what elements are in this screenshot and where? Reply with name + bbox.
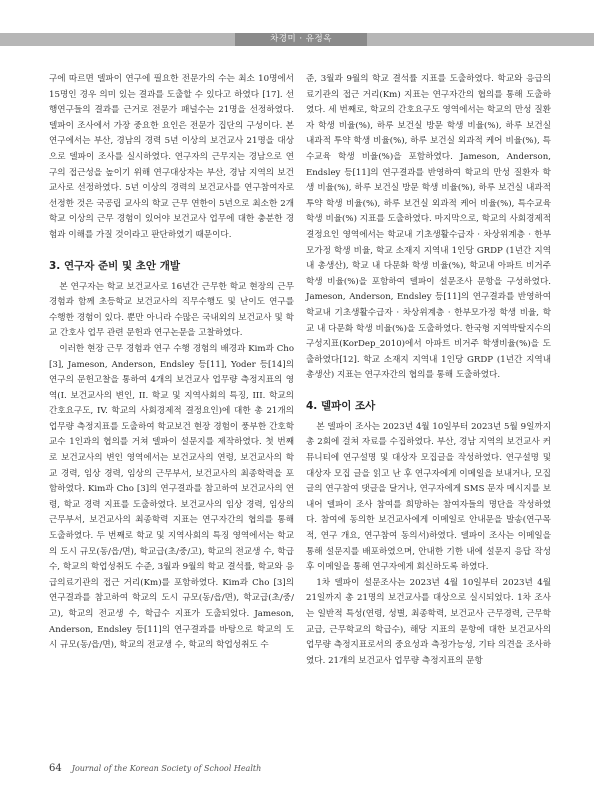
body-paragraph: 이러한 현장 근무 경험과 연구 수행 경험의 배경과 Kim과 Cho [3], Jameson, Anderson, Endsley 등[11], Yoder 등[14]의 연구의 문헌고찰을 통하여 4개의 보건교사 업무량 측정지표의 영역(I. 보건교사의 변인, II. 학교 및 지역사회의 특징, III. 학교의 간호요구도, IV. 학교의 사회경제적 결정요인)에 대한 총 21개의 업무량 측정지표를 도출하여 학교보건 현장 경험이 풍부한 간호학 교수 1인과의 협의를 거쳐 델파이 설문지를 제작하였다. 첫 번째로 보건교사의 변인 영역에서는 보건교사의 연령, 보건교사의 학교 경력, 임상 경력, 임상의 근무부서, 보건교사의 최종학력을 포함하였다. Kim과 Cho [3]의 연구결과를 참고하여 보건교사의 연령, 학교 경력 지표를 도출하였다. 보건교사의 임상 경력, 임상의 근무부서, 보건교사의 최종학력 지표는 연구자간의 협의를 통해 도출하였다. 두 번째로 학교 및 지역사회의 특징 영역에서는 학교의 도시 규모(동/읍/면), 학교급(초/중/고), 학교의 전교생 수, 학급수, 학교의 학업성취도 수준, 3월과 9월의 학교 결석률, 학교와 응급의료기관의 접근 거리(Km)를 포함하였다. Kim과 Cho [3]의 연구결과를 참고하여 학교의 도시 규모(동/읍/면), 학교급(초/중/고), 학교의 전교생 수, 학급수 지표가 도출되었다. Jameson, Anderson, Endsley 등[11]의 연구결과를 바탕으로 학교의 도시 규모(동/읍/면), 학교의 전교생 수, 학교의 학업성취도 수 — [49, 343, 294, 651]
running-header-authors: 차경미 · 유정옥 — [235, 33, 367, 46]
section-heading-4: 4. 델파이 조사 — [306, 399, 376, 412]
body-paragraph: 본 델파이 조사는 2023년 4월 10일부터 2023년 5월 9일까지 총 2회에 걸쳐 자료를 수집하였다. 부산, 경남 지역의 보건교사 커뮤니티에 연구설명 및 대상자 모집글을 작성하였다. 연구설명 및 대상자 모집 글을 읽고 난 후 연구자에게 이메일을 보내거나, 모집글의 연구참여 댓글을 달거나, 연구자에게 SMS 문자 메시지를 보내어 델파이 조사 참여를 희망하는 참여자들의 명단을 작성하였다. 참여에 동의한 보건교사에게 이메일로 안내문을 발송(연구목적, 연구 개요, 연구참여 동의서)하였다. 델파이 조사는 이메일을 통해 설문지를 배포하였으며, 안내한 기한 내에 설문지 응답 작성 후 이메일을 통해 연구자에게 회신하도록 하였다. — [306, 421, 551, 573]
page-number: 64 — [49, 763, 62, 774]
page-footer — [49, 763, 261, 774]
running-header-bar — [0, 33, 594, 46]
left-column — [49, 72, 294, 654]
body-paragraph: 1차 델파이 설문조사는 2023년 4월 10일부터 2023년 4월 21일까지 총 21명의 보건교사를 대상으로 실시되었다. 1차 조사는 일반적 특성(연령, 성별, 최종학력, 보건교사 근무경력, 근무학교급, 근무학교의 학급수), 해당 지표의 문항에 대한 보건교사의 업무량 측정지표로서의 중요성과 측정가능성, 기타 의견을 조사하였다. 21개의 보건교사 업무량 측정지표의 문항 — [306, 577, 551, 666]
section-heading-3: 3. 연구자 준비 및 초안 개발 — [49, 259, 181, 272]
body-paragraph: 본 연구자는 학교 보건교사로 16년간 근무한 학교 현장의 근무경험과 함께 초등학교 보건교사의 직무수행도 및 난이도 연구를 수행한 경험이 있다. 뿐만 아니라 수많은 국내외의 보건교사 및 학교 간호사 업무 관련 문헌과 연구논문을 고찰하였다. — [49, 281, 294, 339]
body-paragraph: 구에 따르면 델파이 연구에 필요한 전문가의 수는 최소 10명에서 15명인 경우 의미 있는 결과를 도출할 수 있다고 하였다 [17]. 선행연구들의 결과를 근거로 전문가 패널수는 21명을 선정하였다. 델파이 조사에서 가장 중요한 요인은 전문가 집단의 구성이다. 본 연구에서는 부산, 경남의 경력 5년 이상의 보건교사 21명을 대상으로 델파이 조사를 실시하였다. 연구자의 근무지는 경남으로 연구의 접근성을 높이기 위해 연구대상자는 부산, 경남 지역의 보건교사로 선정하였다. 5년 이상의 경력의 보건교사를 연구참여자로 선정한 것은 국공립 교사의 학교 근무 연한이 5년으로 최소한 2개 학교 이상의 근무 경험이 있어야 보건교사 업무에 대한 충분한 경험과 이해를 가질 것이라고 판단하였기 때문이다. — [49, 74, 294, 240]
body-paragraph: 준, 3월과 9월의 학교 결석률 지표를 도출하였다. 학교와 응급의료기관의 접근 거리(Km) 지표는 연구자간의 협의를 통해 도출하였다. 세 번째로, 학교의 간호요구도 영역에서는 학교의 만성 질환자 학생 비율(%), 하루 보건실 방문 학생 비율(%), 하루 보건실 내과적 투약 학생 비율(%), 하루 보건실 외과적 케어 비율(%), 특수교육 학생 비율(%)을 포함하였다. Jameson, Anderson, Endsley 등[11]의 연구결과를 반영하여 학교의 만성 질환자 학생 비율(%), 하루 보건실 방문 학생 비율(%), 하루 보건실 내과적 투약 학생 비율(%), 하루 보건실 외과적 케어 비율(%), 특수교육 학생 비율(%) 지표를 도출하였다. 마지막으로, 학교의 사회경제적 결정요인 영역에서는 학교내 기초생활수급자 · 차상위계층 · 한부모가정 학생 비율, 학교 소재지 지역내 1인당 GRDP (1년간 지역내 총생산), 학교 내 다문화 학생 비율(%), 학교내 아파트 비거주 학생 비율(%)을 포함하여 델파이 설문조사 문항을 구성하였다. Jameson, Anderson, Endsley 등[11]의 연구결과를 반영하여 학교내 기초생활수급자 · 차상위계층 · 한부모가정 학생 비율, 학교 내 다문화 학생 비율(%)을 도출하였다. 한국형 지역박탈지수의 구성지표(KorDep_2010)에서 아파트 비거주 학생비율(%)을 도출하였다[12]. 학교 소재지 지역내 1인당 GRDP (1년간 지역내 총생산) 지표는 연구자간의 협의를 통해 도출하였다. — [306, 74, 551, 381]
journal-name: Journal of the Korean Society of School Health — [71, 764, 262, 773]
right-column — [306, 72, 551, 669]
